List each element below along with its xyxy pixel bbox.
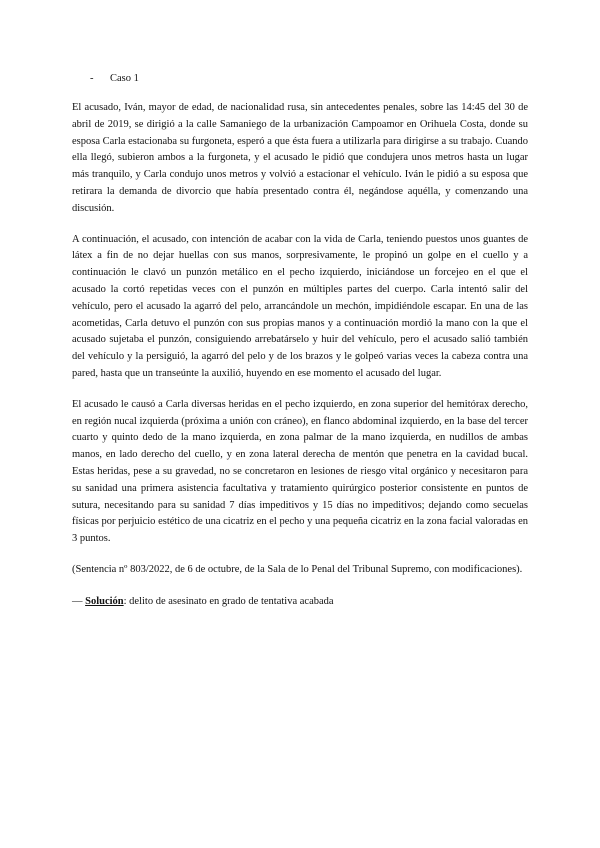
paragraph-facts: El acusado, Iván, mayor de edad, de nacionalidad rusa, sin antecedentes penales, sobre las 14:45 del 30 de abril de 2019, se dirigió a la calle Samaniego de la urbanización Campoamor en Orihuela Costa, donde su esposa Carla estacionaba su furgoneta, esperó a que ésta fuera a utilizarla para dirigirse a su trabajo. Cuando ella llegó, subieron ambos a la furgoneta, y el acusado le pidió que condujera unos metros hasta un lugar más tranquilo, y Carla condujo unos metros y volvió a estacionar el vehículo. Iván le pidió a su esposa que retirara la demanda de divorcio que había presentado contra él, negándose aquélla, y comenzando una discusión. xyxy=(72,102,528,214)
document-page xyxy=(72,70,528,610)
solution-line xyxy=(72,593,528,610)
bullet-dash: - xyxy=(90,73,94,84)
case-title: Caso 1 xyxy=(110,73,139,84)
paragraph-injuries: El acusado le causó a Carla diversas heridas en el pecho izquierdo, en zona superior del hemitórax derecho, en región nucal izquierda (próxima a unión con cráneo), en flanco abdominal izquierdo, en la base del tercer cuarto y quinto dedo de la mano izquierda, en zona palmar de la mano izquierda, en nudillos de ambas manos, en lado derecho del cuello, y en zona lateral derecha de mentón que penetra en la cavidad bucal. Estas heridas, pese a su gravedad, no se concretaron en lesiones de riesgo vital orgánico y necesitaron para su sanidad una primera asistencia facultativa y tratamiento quirúrgico posterior consistente en puntos de sutura, necesitando para su sanidad 7 días impeditivos y 15 días no impeditivos; dejando como secuelas físicas por perjuicio estético de una cicatriz en el pecho y una pequeña cicatriz en la zona facial valoradas en 3 puntos. xyxy=(72,398,528,545)
paragraph-citation: (Sentencia nº 803/2022, de 6 de octubre, de la Sala de lo Penal del Tribunal Supremo, con modificaciones). xyxy=(72,563,523,575)
solution-text: : delito de asesinato en grado de tentativa acabada xyxy=(123,595,334,607)
solution-label: Solución xyxy=(85,595,124,607)
paragraph-attack: A continuación, el acusado, con intención de acabar con la vida de Carla, teniendo puestos unos guantes de látex a fin de no dejar huellas con sus manos, sorpresivamente, le propinó un golpe en el cuello y a continuación le clavó un punzón metálico en el pecho izquierdo, iniciándose un forcejeo en el que el acusado la cortó repetidas veces con el punzón en múltiples partes del cuerpo. Carla intentó salir del vehículo, pero el acusado la agarró del pelo, arrancándole un mechón, impidiéndole escapar. En una de las acometidas, Carla detuvo el punzón con sus propias manos y a continuación mordió la mano con la que el acusado sujetaba el punzón, consiguiendo arrebatárselo y huir del vehículo, pero el acusado salió también del vehículo y la persiguió, la agarró del pelo y de los brazos y le golpeó varias veces la cabeza contra una pared, hasta que un transeúnte la auxilió, huyendo en ese momento el acusado del lugar. xyxy=(72,233,528,379)
solution-dash: — xyxy=(72,595,83,607)
case-heading xyxy=(72,70,528,87)
